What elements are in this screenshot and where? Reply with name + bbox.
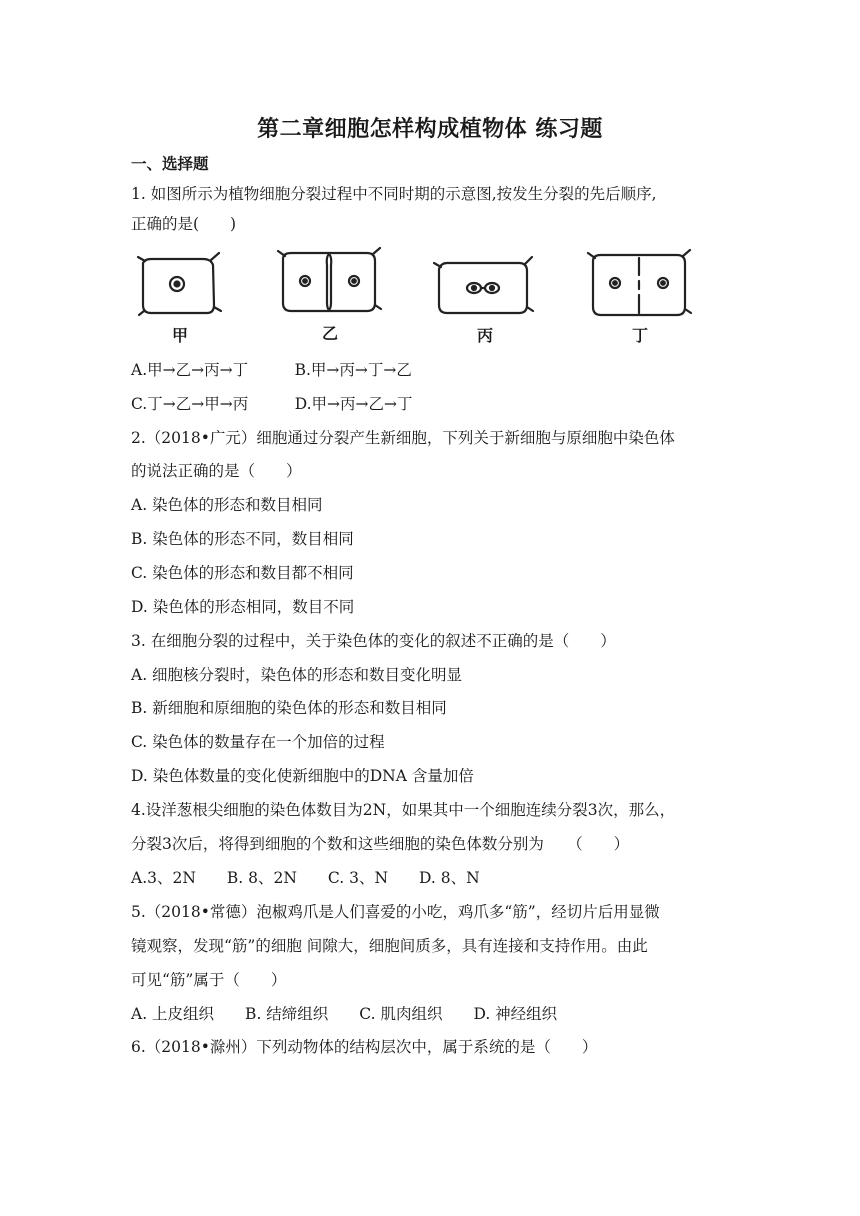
q1-options-ab: A.甲→乙→丙→丁 B.甲→丙→丁→乙 xyxy=(131,361,412,379)
q1-text-line2: 正确的是( ) xyxy=(131,215,237,233)
q3-option-d: D. 染色体数量的变化使新细胞中的DNA 含量加倍 xyxy=(131,767,474,785)
figure-label-ding: 丁 xyxy=(632,326,649,345)
q3-option-c: C. 染色体的数量存在一个加倍的过程 xyxy=(131,733,385,751)
q5-text-line3: 可见“筋”属于（ ） xyxy=(131,971,287,989)
q3-option-a: A. 细胞核分裂时，染色体的形态和数目变化明显 xyxy=(131,666,463,684)
q4-text-line2: 分裂3次后，将得到细胞的个数和这些细胞的染色体数分别为 （ ） xyxy=(131,835,630,853)
cell-ding xyxy=(588,250,691,315)
figure-label-bing: 丙 xyxy=(477,326,494,345)
q1-options-cd: C.丁→乙→甲→丙 D.甲→丙→乙→丁 xyxy=(131,395,413,413)
q6-text-line1: 6.（2018•滁州）下列动物体的结构层次中，属于系统的是（ ） xyxy=(131,1038,598,1056)
cell-yi xyxy=(278,248,381,311)
q5-text-line2: 镜观察，发现“筋”的细胞 间隙大，细胞间质多，具有连接和支持作用。由此 xyxy=(131,937,648,955)
q2-text-line2: 的说法正确的是（ ） xyxy=(131,462,302,480)
figure-label-yi: 乙 xyxy=(322,324,339,343)
q2-text-line1: 2.（2018•广元）细胞通过分裂产生新细胞，下列关于新细胞与原细胞中染色体 xyxy=(131,429,675,447)
q5-text-line1: 5.（2018•常德）泡椒鸡爪是人们喜爱的小吃，鸡爪多“筋”，经切片后用显微 xyxy=(131,903,660,921)
q2-option-b: B. 染色体的形态不同，数目相同 xyxy=(131,530,354,548)
q5-options: A. 上皮组织 B. 结缔组织 C. 肌肉组织 D. 神经组织 xyxy=(131,1005,558,1023)
cell-division-figure xyxy=(131,245,731,345)
q3-text-line1: 3. 在细胞分裂的过程中，关于染色体的变化的叙述不正确的是（ ） xyxy=(131,632,616,650)
cell-jia xyxy=(138,253,221,315)
cell-bing xyxy=(434,257,533,313)
page-title: 第二章细胞怎样构成植物体 练习题 xyxy=(257,117,603,142)
q4-text-line1: 4.设洋葱根尖细胞的染色体数目为2N，如果其中一个细胞连续分裂3次，那么， xyxy=(131,801,676,819)
q2-option-d: D. 染色体的形态相同，数目不同 xyxy=(131,598,355,616)
q2-option-c: C. 染色体的形态和数目都不相同 xyxy=(131,564,354,582)
q2-option-a: A. 染色体的形态和数目相同 xyxy=(131,496,323,514)
q3-option-b: B. 新细胞和原细胞的染色体的形态和数目相同 xyxy=(131,699,447,717)
q4-options: A.3、2N B. 8、2N C. 3、N D. 8、N xyxy=(131,869,480,887)
q1-text-line1: 1. 如图所示为植物细胞分裂过程中不同时期的示意图,按发生分裂的先后顺序, xyxy=(131,185,657,203)
section-heading: 一、选择题 xyxy=(131,155,209,173)
figure-label-jia: 甲 xyxy=(172,326,189,345)
